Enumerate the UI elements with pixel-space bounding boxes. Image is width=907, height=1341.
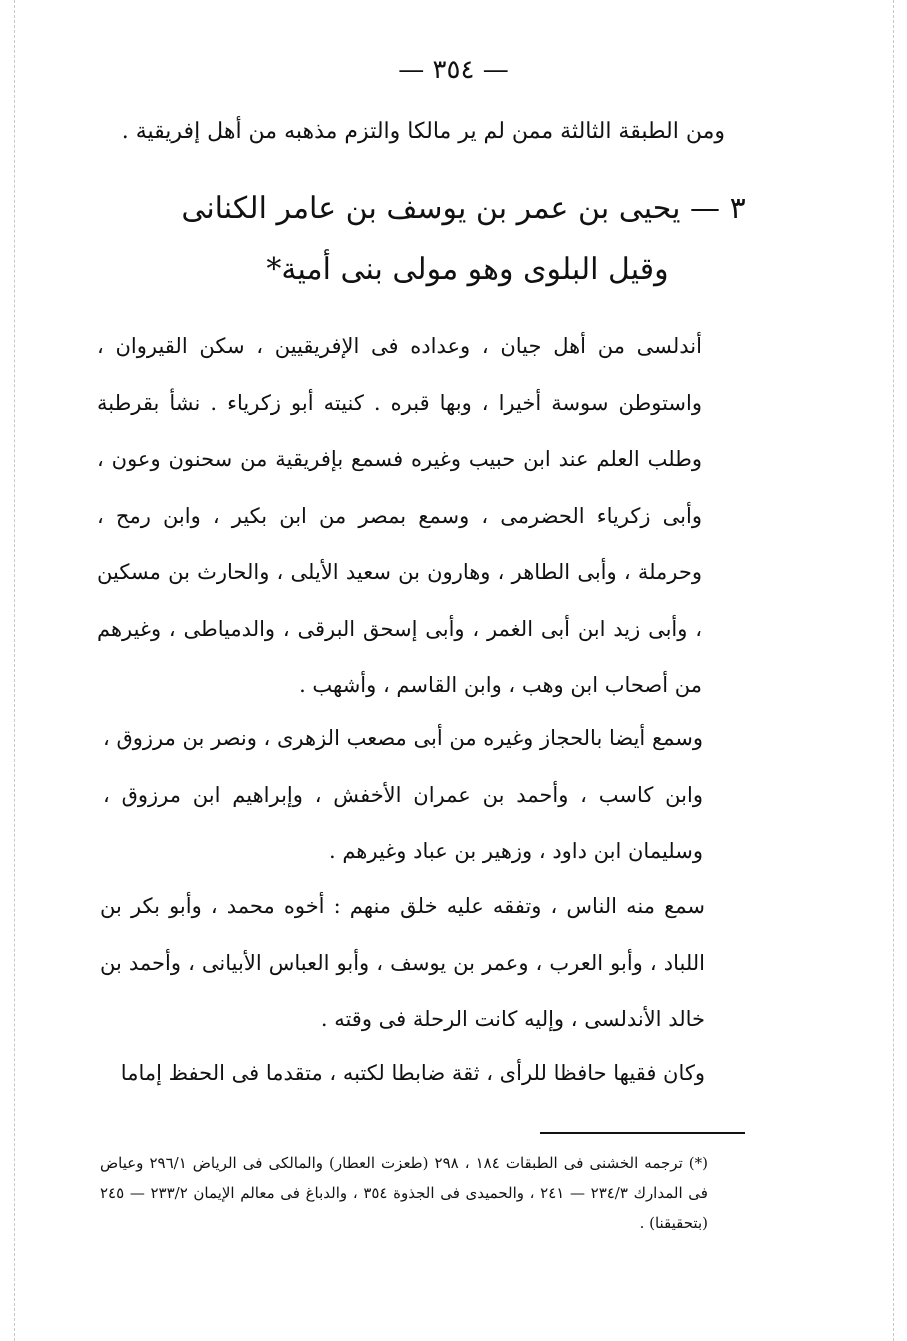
biography-paragraph-3: سمع منه الناس ، وتفقه عليه خلق منهم : أخوه محمد ، وأبو بكر بن اللباد ، وأبو العرب ، وعمر بن يوسف ، وأبو العباس الأبيانى ، وأحمد بن خالد الأندلسى ، وإليه كانت الرحلة فى وقته . [100, 894, 705, 1031]
page-number: — ٣٥٤ — [398, 55, 509, 85]
biography-paragraph-2: وسمع أيضا بالحجاز وغيره من أبى مصعب الزهرى ، ونصر بن مرزوق ، وابن كاسب ، وأحمد بن عمران الأخفش ، وإبراهيم ابن مرزوق ، وسليمان ابن داود ، وزهير بن عباد وغيرهم . [103, 726, 703, 863]
section-intro: ومن الطبقة الثالثة ممن لم ير مالكا والتزم مذهبه من أهل إفريقية . [121, 119, 725, 144]
entry-heading-line-1: ٣ — يحيى بن عمر بن يوسف بن عامر الكنانى [181, 191, 746, 226]
biography-paragraph-4: وكان فقيها حافظا للرأى ، ثقة ضابطا لكتبه ، متقدما فى الحفظ إماما [120, 1061, 705, 1085]
entry-heading-line-2: وقيل البلوى وهو مولى بنى أمية* [266, 252, 669, 287]
biography-paragraph-1: أندلسى من أهل جيان ، وعداده فى الإفريقيين ، سكن القيروان ، واستوطن سوسة أخيرا ، وبها قبره . كنيته أبو زكرياء . نشأ بقرطبة وطلب العلم عند ابن حبيب وغيره فسمع بإفريقية من سحنون وعون ، وأبى زكرياء الحضرمى ، وسمع بمصر من ابن بكير ، وابن رمح ، وحرملة ، وأبى الطاهر ، وهارون بن سعيد الأيلى ، والحارث بن مسكين ، وأبى زيد ابن أبى الغمر ، وأبى إسحق البرقى ، والدمياطى ، وغيرهم من أصحاب ابن وهب ، وابن القاسم ، وأشهب . [97, 334, 702, 697]
footnote: (*) ترجمه الخشنى فى الطبقات ١٨٤ ، ٢٩٨ (طعزت العطار) والمالكى فى الرياض ٢٩٦/١ وعياض فى المدارك ٢٣٤/٣ — ٢٤١ ، والحميدى فى الجذوة ٣٥٤ ، والدباغ فى معالم الإيمان ٢٣٣/٢ — ٢٤٥ (بتحقيقنا) . [100, 1154, 708, 1232]
footnote-divider [540, 1132, 745, 1134]
